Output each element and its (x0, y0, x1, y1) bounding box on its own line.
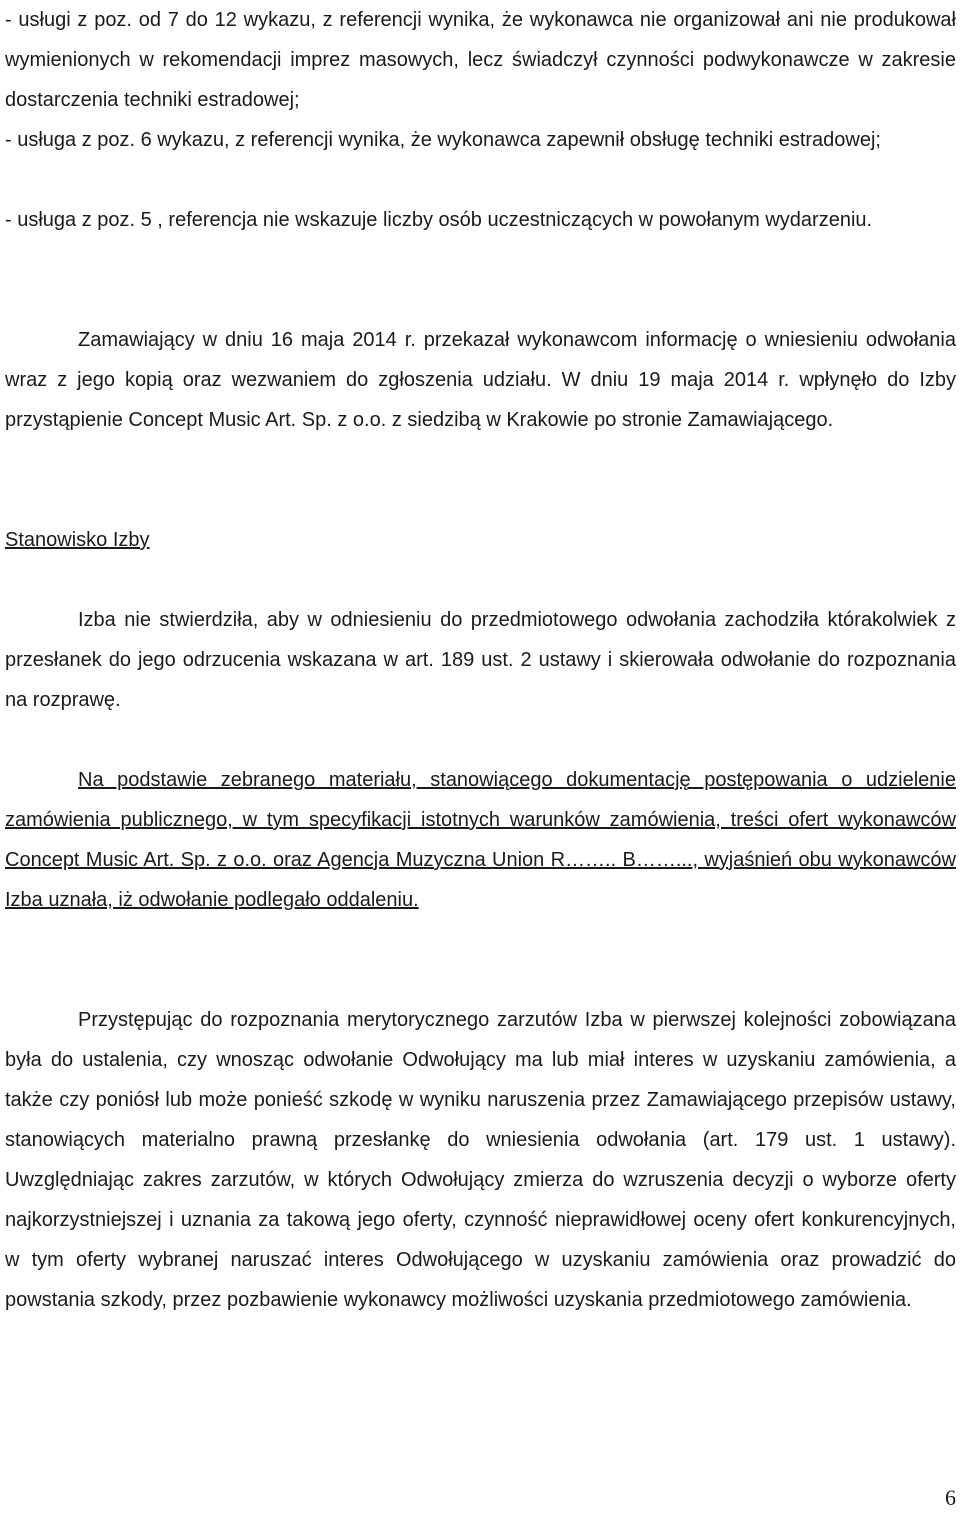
list-item-service-5: - usługa z poz. 5 , referencja nie wskazuje liczby osób uczestniczących w powołanym wydarzeniu. (5, 209, 873, 231)
paragraph-notice: Zamawiający w dniu 16 maja 2014 r. przekazał wykonawcom informację o wniesieniu odwołania wraz z jego kopią oraz wezwaniem do zgłoszenia udziału. W dniu 19 maja 2014 r. wpłynęło do Izby przystąpienie Concept Music Art. Sp. z o.o. z siedzibą w Krakowie po stronie Zamawiającego. (5, 329, 956, 431)
list-item-service-6: - usługa z poz. 6 wykazu, z referencji wynika, że wykonawca zapewnił obsługę techniki estradowej; (5, 129, 881, 151)
paragraph-conclusion: Na podstawie zebranego materiału, stanowiącego dokumentację postępowania o udzielenie zamówienia publicznego, w tym specyfikacji istotnych warunków zamówienia, treści ofert wykonawców Concept Music Art. Sp. z o.o. oraz Agencja Muzyczna Union R…….. B……..., wyjaśnień obu wykonawców Izba uznała, iż odwołanie podlegało oddaleniu. (5, 769, 956, 911)
page-number: 6 (945, 1485, 956, 1510)
paragraph-merits: Przystępując do rozpoznania merytorycznego zarzutów Izba w pierwszej kolejności zobowiązana była do ustalenia, czy wnosząc odwołanie Odwołujący ma lub miał interes w uzyskaniu zamówienia, a także czy poniósł lub może ponieść szkodę w wyniku naruszenia przez Zamawiającego przepisów ustawy, stanowiących materialno prawną przesłankę do wniesienia odwołania (art. 179 ust. 1 ustawy). Uwzględniając zakres zarzutów, w których Odwołujący zmierza do wzruszenia decyzji o wyborze oferty najkorzystniejszej i uznania za takową jego oferty, czynność nieprawidłowej oceny ofert konkurencyjnych, w tym oferty wybranej naruszać interes Odwołującego w uzyskaniu zamówienia oraz prowadzić do powstania szkody, przez pozbawienie wykonawcy możliwości uzyskania przedmiotowego zamówienia. (5, 1009, 956, 1311)
section-heading: Stanowisko Izby (5, 529, 150, 551)
list-item-services-7-12: - usługi z poz. od 7 do 12 wykazu, z referencji wynika, że wykonawca nie organizował ani nie produkował wymienionych w rekomendacji imprez masowych, lecz świadczył czynności podwykonawcze w zakresie dostarczenia techniki estradowej; (5, 9, 956, 111)
paragraph-admissibility: Izba nie stwierdziła, aby w odniesieniu do przedmiotowego odwołania zachodziła którakolwiek z przesłanek do jego odrzucenia wskazana w art. 189 ust. 2 ustawy i skierowała odwołanie do rozpoznania na rozprawę. (5, 609, 956, 711)
